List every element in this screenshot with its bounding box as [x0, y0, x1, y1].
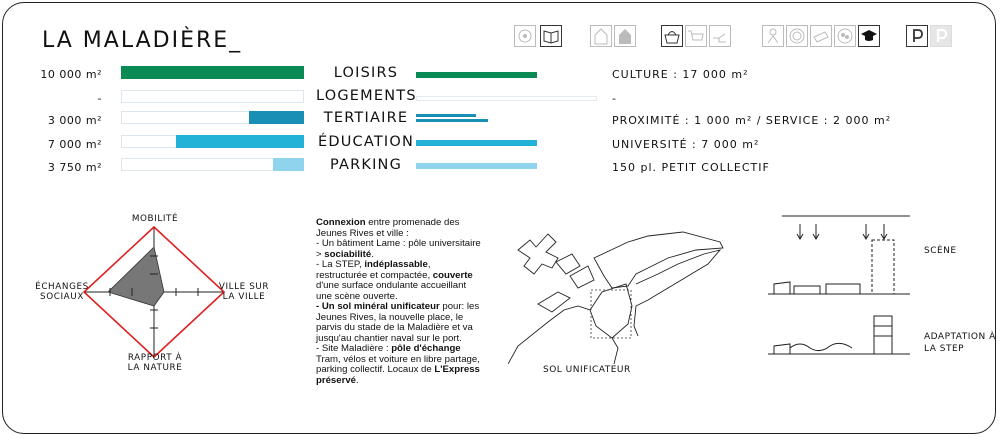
- left-bar-logements: [121, 90, 304, 103]
- spiral-icon: [786, 25, 808, 47]
- section-sketches: [760, 212, 920, 372]
- ticket-icon: [810, 25, 832, 47]
- right-text-logements: -: [612, 92, 617, 105]
- radar-label-top: MOBILITÉ: [131, 214, 179, 224]
- left-bar-education: [121, 135, 304, 148]
- page-title: LA MALADIÈRE_: [42, 28, 243, 53]
- house-filled-icon: [614, 25, 636, 47]
- radar-label-left: ÉCHANGES SOCIAUX: [35, 282, 89, 302]
- map-label: SOL UNIFICATEUR: [543, 365, 631, 375]
- left-value-tertiaire: 3 000 m²: [47, 114, 102, 127]
- left-value-loisirs: 10 000 m²: [40, 68, 102, 81]
- right-text-parking: 150 pl. PETIT COLLECTIF: [612, 161, 770, 174]
- radar-label-bottom: RAPPORT À LA NATURE: [127, 353, 183, 373]
- right-bar-proximite: [416, 114, 476, 117]
- category-logements: LOGEMENTS: [316, 88, 417, 104]
- shopping-cart-icon: [685, 25, 707, 47]
- left-value-education: 7 000 m²: [47, 138, 102, 151]
- section-label-step: ADAPTATION À LA STEP: [924, 332, 996, 354]
- right-bar-logements: [416, 96, 597, 101]
- category-education: ÉDUCATION: [317, 134, 415, 150]
- left-bar-parking: [121, 158, 304, 171]
- baby-icon: [762, 25, 784, 47]
- graduation-cap-icon: [858, 25, 880, 47]
- category-loisirs: LOISIRS: [333, 65, 399, 81]
- left-bar-loisirs: [121, 66, 304, 79]
- left-bar-tertiaire: [121, 111, 304, 124]
- left-bar-fill-tertiaire: [249, 111, 304, 124]
- radar-diagram: [80, 222, 230, 362]
- parking-faded-icon: [930, 25, 952, 47]
- section-label-scene: SCÈNE: [924, 246, 957, 256]
- radar-label-right: VILLE SUR LA VILLE: [218, 282, 270, 302]
- people-icon: [834, 25, 856, 47]
- right-bar-parking: [416, 163, 537, 169]
- site-plan-sketch: [508, 214, 733, 364]
- category-parking: PARKING: [329, 157, 403, 173]
- football-icon: [514, 25, 536, 47]
- parking-outline-icon: [906, 25, 928, 47]
- site-plan-highlight: [591, 290, 631, 338]
- left-bar-fill-parking: [273, 158, 304, 171]
- book-icon: [540, 25, 562, 47]
- shopping-basket-icon: [661, 25, 683, 47]
- right-text-tertiaire: PROXIMITÉ : 1 000 m² / SERVICE : 2 000 m²: [612, 114, 892, 127]
- left-bar-fill-education: [176, 135, 304, 148]
- right-bar-loisirs: [416, 72, 537, 78]
- left-value-logements: -: [97, 92, 102, 105]
- category-tertiaire: TERTIAIRE: [323, 110, 409, 126]
- service-hand-icon: [709, 25, 731, 47]
- right-bar-service: [416, 119, 488, 122]
- right-bar-education: [416, 140, 537, 146]
- right-text-education: UNIVERSITÉ : 7 000 m²: [612, 138, 760, 151]
- house-outline-icon: [590, 25, 612, 47]
- right-text-loisirs: CULTURE : 17 000 m²: [612, 68, 749, 81]
- left-bar-fill-loisirs: [121, 66, 304, 79]
- left-value-parking: 3 750 m²: [47, 161, 102, 174]
- description-text: Connexion entre promenade des Jeunes Rives et ville : - Un bâtiment Lame : pôle universitaire > sociabilité. - La STEP, indéplassable, restructurée et compactée, couverte d'une surface ondulante accueillant une scène ouverte. - Un sol minéral unificateur pour: les Jeunes Rives, la nouvelle place, le parvis du stade de la Maladière et va jusqu'au chantier naval sur le port. - Site Maladière : pôle d'échange Tram, vélos et voiture en libre partage, parking collectif. Locaux de L'Express préservé.: [316, 217, 481, 386]
